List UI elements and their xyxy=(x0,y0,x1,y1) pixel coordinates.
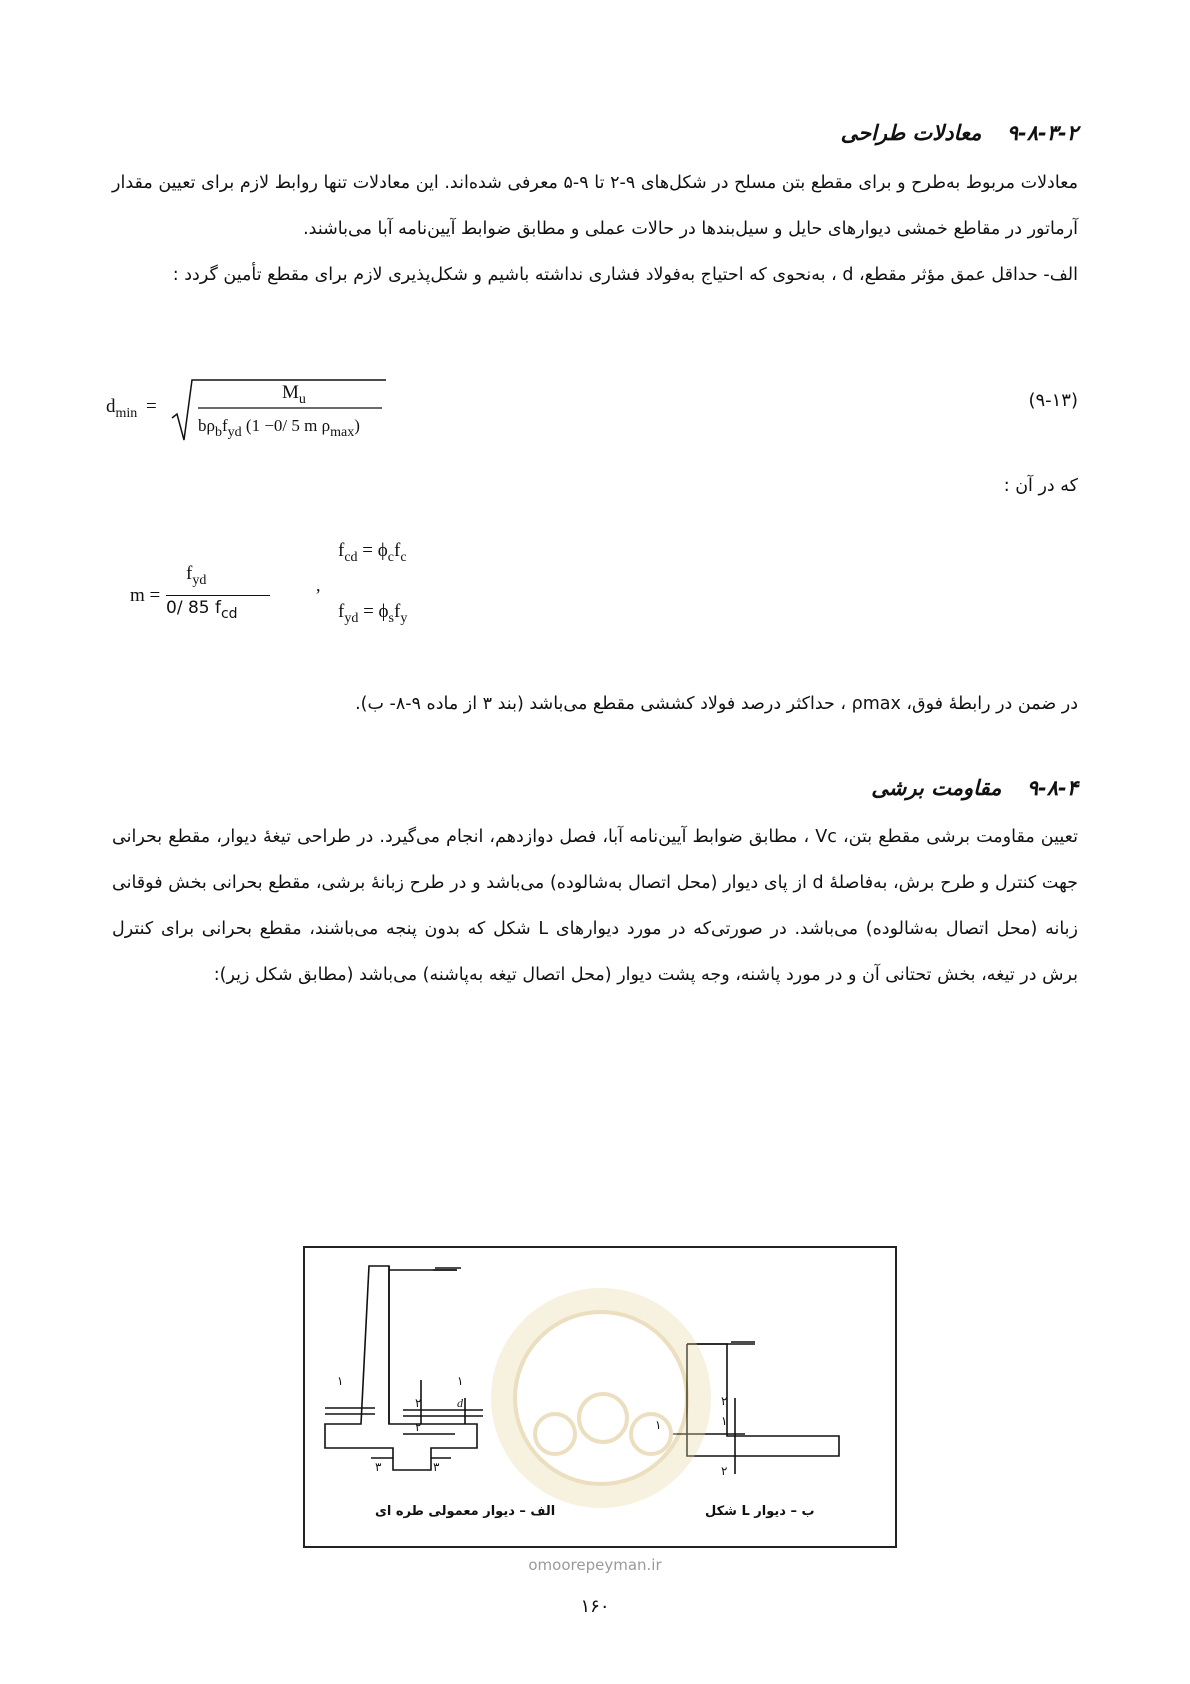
section-number: ۹-۸-۳-۲ xyxy=(1006,121,1078,145)
caption-cantilever-wall: الف – دیوار معمولی طره ای xyxy=(375,1504,556,1519)
paragraph-block-1 xyxy=(112,160,1078,298)
paragraph: تعیین مقاومت برشی مقطع بتن، Vc ، مطابق ضوابط آیین‌نامه آبا، فصل دوازدهم، انجام می‌گیرد. در طراحی تیغهٔ دیوار، مقطع بحرانی جهت کنترل و طرح برش، به‌فاصلهٔ d از پای دیوار (محل اتصال به‌شالوده) می‌باشد و در طرح زبانهٔ برشی، مقطع بحرانی بخش فوقانی زبانه (محل اتصال به‌شالوده) می‌باشد. در صورتی‌که در مورد دیوارهای L شکل که بدون پنجه می‌باشند، مقطع بحرانی برای کنترل برش در تیغه، بخش تحتانی آن و در مورد پاشنه، وجه پشت دیوار (محل اتصال تیغه به‌پاشنه) می‌باشد (مطابق شکل زیر): xyxy=(112,827,1079,985)
label-section-2: ۲ xyxy=(721,1394,728,1408)
label-section-2: ۲ xyxy=(415,1420,422,1434)
label-section-3: ۳ xyxy=(375,1460,382,1474)
label-section-1: ۱ xyxy=(655,1418,662,1432)
label-section-2: ۲ xyxy=(721,1464,728,1478)
eq-m-denominator: 0/ 85 $f_{cd}$ xyxy=(166,598,238,622)
eq-dmin-lhs: d xyxy=(106,396,116,417)
watermark-url: omoorepeyman.ir xyxy=(528,1556,662,1574)
caption-l-shaped-wall: ب – دیوار L شکل xyxy=(705,1504,815,1519)
paragraph: معادلات مربوط به‌طرح و برای مقطع بتن مسلح در شکل‌های ۹-۲ تا ۹-۵ معرفی شده‌اند. این معادلات تنها روابط لازم برای تعیین مقدار آرماتور در مقاطع خمشی دیوارهای حایل و سیل‌بندها در حالات عملی و مطابق ضوابط آیین‌نامه آبا می‌باشند. xyxy=(112,173,1078,239)
label-d: d xyxy=(457,1396,463,1410)
eq-comma: , xyxy=(316,575,321,595)
eq-m-lhs: m = xyxy=(130,585,161,606)
label-section-1: ۱ xyxy=(337,1374,344,1388)
label-section-1: ۱ xyxy=(721,1414,728,1428)
paragraph-block-2 xyxy=(112,814,1078,998)
rho-max-note: در ضمن در رابطهٔ فوق، ρmax ، حداکثر درصد فولاد کششی مقطع می‌باشد (بند ۳ از ماده ۹-۸- ب). xyxy=(355,694,1078,714)
eq-dmin-denominator: $b\rho_bf_{yd}$ (1 −0/ 5 m $\rho_{max}$) xyxy=(198,416,360,440)
fraction-bar xyxy=(166,595,270,596)
label-section-1: ۱ xyxy=(457,1374,464,1388)
page-number: ۱۶۰ xyxy=(580,1596,610,1617)
equation-dmin xyxy=(106,378,406,444)
section-number: ۹-۸-۴ xyxy=(1026,776,1078,800)
label-section-2: ۲ xyxy=(415,1396,422,1410)
retaining-wall-drawing xyxy=(305,1248,895,1546)
eq-equals: = xyxy=(146,396,157,417)
section-heading-design-equations xyxy=(841,121,1078,145)
eq-dmin-numerator: $M_u$ xyxy=(282,382,306,407)
paragraph: الف- حداقل عمق مؤثر مقطع، d ، به‌نحوی که احتیاج به‌فولاد فشاری نداشته باشیم و شکل‌پذیری لازم برای مقطع تأمین گردد : xyxy=(172,265,1078,285)
retaining-wall-figure xyxy=(303,1246,897,1548)
equation-fcd: $f_{cd} = \phi_cf_c$ xyxy=(338,540,407,565)
where-label: که در آن : xyxy=(1003,476,1078,496)
equation-m xyxy=(130,563,280,633)
section-heading-shear-strength xyxy=(871,776,1078,800)
eq-m-numerator: $f_{yd}$ xyxy=(186,563,207,588)
section-title: مقاومت برشی xyxy=(871,776,1002,800)
eq-dmin-lhs-sub: min xyxy=(115,406,138,421)
label-section-3: ۳ xyxy=(433,1460,440,1474)
section-title: معادلات طراحی xyxy=(840,121,982,145)
watermark-logo xyxy=(491,1288,711,1508)
equation-fyd: $f_{yd} = \phi_sf_y$ xyxy=(338,601,408,626)
equation-number: (۹-۱۳) xyxy=(1028,390,1078,411)
